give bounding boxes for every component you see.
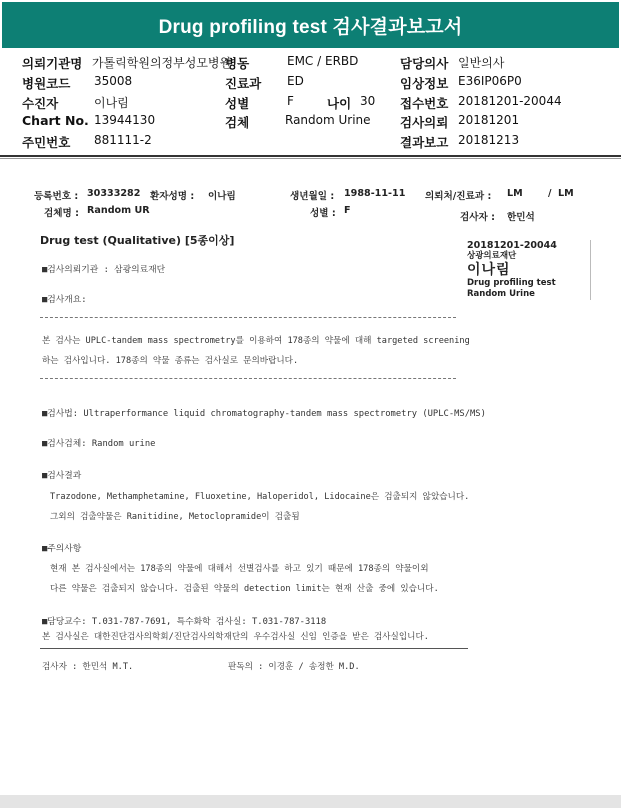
sticker-name: 이나림 [467, 261, 511, 278]
clinical-info-label: 임상정보 [400, 75, 449, 91]
sticker-line1: Drug profiling test [467, 278, 556, 289]
dept-label-doc: 의뢰처/진료과 : [425, 191, 492, 202]
sticker-line2: Random Urine [467, 288, 535, 299]
sex-value-doc: F [344, 205, 351, 216]
patient-value: 이나림 [94, 95, 129, 110]
age-label: 나이 [327, 95, 352, 111]
requesting-org-line: ■검사의뢰기관 : 삼광의료재단 [42, 265, 166, 275]
dob-label: 생년월일 : [290, 191, 335, 202]
divider-1 [40, 317, 456, 318]
dept-a: LM [507, 188, 523, 199]
ward-label: 병동 [225, 56, 250, 71]
examiner-label: 검사자 : [460, 212, 495, 223]
sign-reader: 판독의 : 이경훈 / 송정한 M.D. [228, 662, 360, 672]
report-meta [22, 54, 602, 153]
meta-row-1 [22, 54, 602, 74]
meta-row-2 [22, 74, 602, 94]
hospital-code-label: 병원코드 [22, 75, 71, 91]
report-date-value: 20181213 [458, 133, 520, 148]
patient-name-value: 이나림 [208, 191, 236, 202]
result-line-2: 그외의 검출약물은 Ranitidine, Metoclopramide이 검출됨 [50, 512, 300, 522]
contact-line: ■담당교수: T.031-787-7691, 특수화학 검사실: T.031-787-3118 [42, 617, 327, 627]
dob-value: 1988-11-11 [344, 188, 406, 199]
scanned-report [0, 170, 621, 790]
sticker-edge [590, 240, 591, 300]
cert-line: 본 검사실은 대한진단검사의학회/진단검사의학재단의 우수검사실 신임 인증을 받은 검사실입니다. [42, 632, 429, 642]
caution-line-2: 다른 약물은 검출되지 않습니다. 검출된 약물의 detection limit는 현재 산출 중에 있습니다. [50, 584, 439, 594]
patient-name-label: 환자성명 : [150, 191, 195, 202]
patient-label: 수진자 [22, 95, 59, 111]
dept-b: LM [558, 188, 574, 199]
sample-line: ■검사검체: Random urine [42, 439, 156, 449]
header-divider [0, 155, 621, 157]
receipt-no-value: 20181201-20044 [458, 93, 562, 108]
receipt-no-label: 접수번호 [400, 95, 449, 111]
requesting-org-label: 의뢰기관명 [22, 56, 83, 71]
overview-heading: ■검사개요: [42, 295, 87, 305]
method-line: ■검사법: Ultraperformance liquid chromatography-tandem mass spectrometry (UPLC-MS/MS) [42, 409, 486, 419]
footer-strip [0, 795, 621, 808]
specimen-value: Random Urine [285, 113, 371, 128]
meta-row-3 [22, 94, 602, 114]
specimen-label-doc: 검체명 : [44, 208, 79, 219]
reg-no-label: 등록번호 : [34, 191, 79, 202]
specimen-label: 검체 [225, 115, 250, 131]
sex-label-doc: 성별 : [310, 208, 336, 219]
chart-no-value: 13944130 [94, 113, 156, 128]
resident-no-label: 주민번호 [22, 135, 71, 151]
chart-no-label: Chart No. [22, 113, 89, 129]
header-divider-thin [0, 158, 621, 159]
report-title: Drug profiling test 검사결과보고서 [158, 16, 463, 38]
specimen-label-sticker [467, 240, 592, 299]
dept-value: ED [287, 73, 304, 88]
age-value: 30 [360, 93, 376, 108]
report-date-label: 결과보고 [400, 135, 449, 151]
test-title: Drug test (Qualitative) [5종이상] [40, 234, 235, 247]
divider-2 [40, 378, 456, 379]
reg-no-value: 30333282 [87, 188, 141, 199]
requesting-org-value: 가톨릭학원의정부성모병원 [92, 56, 232, 70]
caution-heading: ■주의사항 [42, 544, 82, 554]
doctor-label: 담당의사 [400, 56, 449, 71]
sign-examiner: 검사자 : 한민석 M.T. [42, 662, 134, 672]
result-heading: ■검사결과 [42, 471, 82, 481]
ward-value: EMC / ERBD [287, 54, 359, 68]
resident-no-value: 881111-2 [94, 133, 152, 148]
overview-line-2: 하는 검사입니다. 178종의 약물 종류는 검사실로 문의바랍니다. [42, 356, 299, 366]
sticker-id: 20181201-20044 [467, 240, 557, 251]
divider-3 [40, 648, 468, 649]
meta-row-4 [22, 113, 602, 133]
hospital-code-value: 35008 [94, 73, 133, 88]
overview-line-1: 본 검사는 UPLC-tandem mass spectrometry를 이용하여 178종의 약물에 대해 targeted screening [42, 336, 470, 346]
examiner-value: 한민석 [507, 212, 535, 223]
doctor-value: 일반의사 [458, 56, 505, 70]
request-date-label: 검사의뢰 [400, 115, 449, 131]
report-title-bar [2, 2, 619, 48]
result-line-1: Trazodone, Methamphetamine, Fluoxetine, Haloperidol, Lidocaine은 검출되지 않았습니다. [50, 492, 470, 502]
clinical-info-value: E36IP06P0 [458, 73, 522, 88]
dept-sep: / [548, 188, 552, 199]
caution-line-1: 현재 본 검사실에서는 178종의 약물에 대해서 선별검사를 하고 있기 때문에 178종의 약물이외 [50, 564, 429, 574]
sex-value: F [287, 93, 294, 108]
meta-row-5 [22, 133, 602, 153]
sex-label: 성별 [225, 95, 250, 111]
request-date-value: 20181201 [458, 113, 520, 128]
specimen-value-doc: Random UR [87, 205, 150, 216]
dept-label: 진료과 [225, 75, 262, 91]
sticker-inst: 상광의료재단 [467, 251, 517, 262]
